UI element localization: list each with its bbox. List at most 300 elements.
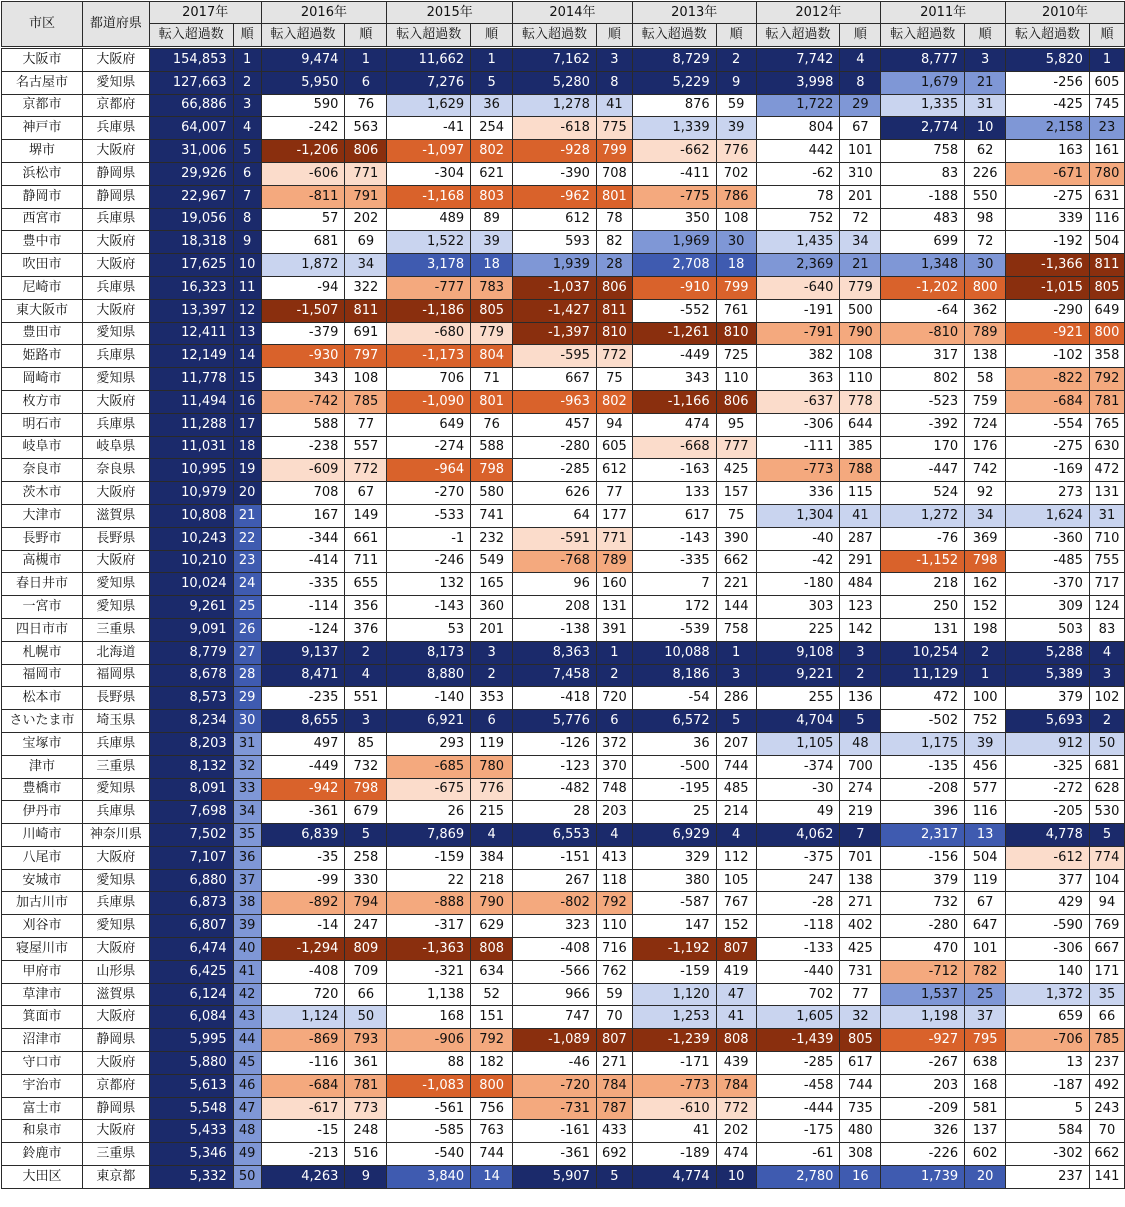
rank-cell: 33 [233,778,261,801]
net-inflow-cell: -159 [632,960,716,983]
rank-cell: 39 [233,915,261,938]
net-inflow-cell: -161 [513,1120,597,1143]
net-inflow-cell: 442 [756,140,840,163]
rank-cell: 67 [965,892,1006,915]
net-inflow-cell: 7,162 [513,49,597,72]
net-inflow-cell: 10,254 [881,641,965,664]
net-inflow-cell: -963 [513,390,597,413]
net-inflow-cell: 4,704 [756,710,840,733]
net-inflow-cell: 26 [387,801,471,824]
rank-cell: 807 [596,1029,632,1052]
year-header: 2016年 [261,2,387,24]
rank-cell: 41 [716,1006,756,1029]
net-inflow-cell: 667 [513,368,597,391]
rank-cell: 390 [716,527,756,550]
net-inflow-cell: 250 [881,596,965,619]
rank-cell: 799 [716,276,756,299]
rank-cell: 13 [965,824,1006,847]
table-row [2,299,1125,322]
rank-cell: 59 [716,94,756,117]
net-inflow-cell: 336 [756,482,840,505]
net-inflow-cell: 8,678 [149,664,233,687]
migration-ranking-table-wrapper [1,1,1125,1189]
rank-cell: 793 [345,1029,387,1052]
city-cell: 寝屋川市 [2,938,83,961]
net-inflow-cell: 8,880 [387,664,471,687]
city-cell: 鈴鹿市 [2,1143,83,1166]
rank-cell: 577 [965,778,1006,801]
rank-cell: 356 [345,596,387,619]
net-inflow-cell: 7,869 [387,824,471,847]
rank-cell: 5 [471,71,513,94]
net-inflow-cell: 28 [513,801,597,824]
net-inflow-cell: 5 [1006,1097,1090,1120]
rank-cell: 3 [345,710,387,733]
rank-cell: 1 [233,49,261,72]
prefecture-cell: 京都府 [82,1074,149,1097]
net-inflow-cell: -151 [513,846,597,869]
net-inflow-cell: -28 [756,892,840,915]
net-inflow-cell: 11,778 [149,368,233,391]
net-inflow-cell: 379 [1006,687,1090,710]
net-inflow-cell: 1,105 [756,732,840,755]
city-cell: 神戸市 [2,117,83,140]
net-inflow-cell: -444 [756,1097,840,1120]
rank-cell: 118 [596,869,632,892]
net-inflow-cell: -921 [1006,322,1090,345]
net-inflow-cell: 588 [261,413,345,436]
rank-cell: 735 [840,1097,881,1120]
rank-cell: 31 [1089,504,1124,527]
net-inflow-cell: -408 [261,960,345,983]
rank-cell: 790 [840,322,881,345]
rank-cell: 798 [965,550,1006,573]
net-inflow-cell: -449 [261,755,345,778]
rank-cell: 10 [716,1166,756,1189]
net-inflow-cell: 273 [1006,482,1090,505]
rank-cell: 783 [471,276,513,299]
table-row [2,94,1125,117]
prefecture-cell: 静岡県 [82,1097,149,1120]
rank-cell: 731 [840,960,881,983]
rank-cell: 649 [1089,299,1124,322]
city-cell: 四日市市 [2,618,83,641]
rank-cell: 802 [596,390,632,413]
net-inflow-cell: -1,206 [261,140,345,163]
city-cell: 八尾市 [2,846,83,869]
net-inflow-cell: 5,776 [513,710,597,733]
rank-cell: 631 [1089,185,1124,208]
prefecture-cell: 大阪府 [82,550,149,573]
rank-cell: 105 [716,869,756,892]
rank-cell: 602 [965,1143,1006,1166]
net-inflow-cell: 16,323 [149,276,233,299]
table-row [2,459,1125,482]
city-cell: 宇治市 [2,1074,83,1097]
net-inflow-cell: 88 [387,1052,471,1075]
rank-cell: 12 [233,299,261,322]
rank-cell: 741 [471,504,513,527]
net-inflow-cell: -1,090 [387,390,471,413]
city-cell: 福岡市 [2,664,83,687]
net-inflow-cell: 649 [387,413,471,436]
net-inflow-cell: -235 [261,687,345,710]
rank-cell: 779 [471,322,513,345]
net-inflow-cell: -163 [632,459,716,482]
net-inflow-cell: -246 [387,550,471,573]
net-inflow-cell: 208 [513,596,597,619]
net-inflow-cell: -1,507 [261,299,345,322]
net-inflow-cell: 1,124 [261,1006,345,1029]
net-inflow-cell: 4,778 [1006,824,1090,847]
prefecture-cell: 大阪府 [82,49,149,72]
rank-cell: 131 [596,596,632,619]
rank-cell: 22 [233,527,261,550]
rank-cell: 370 [596,755,632,778]
net-inflow-cell: -42 [756,550,840,573]
net-inflow-cell: -731 [513,1097,597,1120]
net-inflow-cell: -1,294 [261,938,345,961]
net-inflow-cell: 5,229 [632,71,716,94]
prefecture-cell: 静岡県 [82,185,149,208]
rank-cell: 634 [471,960,513,983]
rank-subheader: 順 [471,24,513,47]
rank-cell: 141 [1089,1166,1124,1189]
net-inflow-cell: -226 [881,1143,965,1166]
net-inflow-cell: 1,537 [881,983,965,1006]
rank-cell: 76 [471,413,513,436]
rank-cell: 385 [840,436,881,459]
net-inflow-cell: 343 [261,368,345,391]
net-inflow-cell: 5,907 [513,1166,597,1189]
rank-cell: 27 [233,641,261,664]
net-inflow-subheader: 転入超過数 [513,24,597,47]
rank-cell: 806 [716,390,756,413]
city-cell: 草津市 [2,983,83,1006]
net-inflow-cell: -306 [756,413,840,436]
prefecture-cell: 愛知県 [82,596,149,619]
table-row [2,1029,1125,1052]
rank-cell: 786 [716,185,756,208]
rank-cell: 232 [471,527,513,550]
table-row [2,596,1125,619]
prefecture-cell: 愛知県 [82,322,149,345]
net-inflow-cell: 163 [1006,140,1090,163]
net-inflow-cell: 203 [881,1074,965,1097]
rank-cell: 776 [716,140,756,163]
rank-cell: 151 [471,1006,513,1029]
table-row [2,254,1125,277]
city-cell: 茨木市 [2,482,83,505]
net-inflow-cell: 1,272 [881,504,965,527]
rank-cell: 1 [1089,49,1124,72]
prefecture-cell: 三重県 [82,1143,149,1166]
rank-cell: 761 [716,299,756,322]
city-cell: 松本市 [2,687,83,710]
rank-cell: 629 [471,915,513,938]
rank-cell: 161 [1089,140,1124,163]
net-inflow-cell: 18,318 [149,231,233,254]
rank-cell: 165 [471,573,513,596]
table-row [2,892,1125,915]
table-row [2,231,1125,254]
rank-cell: 4 [233,117,261,140]
net-inflow-cell: -14 [261,915,345,938]
rank-cell: 102 [1089,687,1124,710]
rank-cell: 112 [716,846,756,869]
rank-cell: 732 [345,755,387,778]
prefecture-cell: 長野県 [82,527,149,550]
rank-cell: 439 [716,1052,756,1075]
net-inflow-cell: 168 [387,1006,471,1029]
prefecture-cell: 山形県 [82,960,149,983]
table-row [2,573,1125,596]
city-cell: 川崎市 [2,824,83,847]
net-inflow-cell: -76 [881,527,965,550]
rank-cell: 701 [840,846,881,869]
rank-cell: 237 [1089,1052,1124,1075]
net-inflow-cell: -539 [632,618,716,641]
rank-cell: 131 [1089,482,1124,505]
net-inflow-cell: -482 [513,778,597,801]
table-row [2,618,1125,641]
table-row [2,140,1125,163]
net-inflow-cell: -675 [387,778,471,801]
net-inflow-cell: -238 [261,436,345,459]
rank-cell: 667 [1089,938,1124,961]
net-inflow-cell: -1,173 [387,345,471,368]
net-inflow-cell: 472 [881,687,965,710]
net-inflow-cell: 19,056 [149,208,233,231]
net-inflow-cell: -1,261 [632,322,716,345]
rank-cell: 800 [471,1074,513,1097]
net-inflow-cell: -335 [261,573,345,596]
net-inflow-cell: 380 [632,869,716,892]
net-inflow-subheader: 転入超過数 [149,24,233,47]
net-inflow-cell: 1,175 [881,732,965,755]
rank-subheader: 順 [596,24,632,47]
rank-cell: 41 [596,94,632,117]
net-inflow-cell: -256 [1006,71,1090,94]
city-cell: 長野市 [2,527,83,550]
city-cell: 姫路市 [2,345,83,368]
rank-cell: 3 [233,94,261,117]
rank-cell: 655 [345,573,387,596]
rank-cell: 152 [716,915,756,938]
net-inflow-cell: -187 [1006,1074,1090,1097]
net-inflow-cell: 720 [261,983,345,1006]
net-inflow-cell: -304 [387,162,471,185]
net-inflow-cell: -775 [632,185,716,208]
rank-cell: 43 [233,1006,261,1029]
rank-cell: 805 [1089,276,1124,299]
rank-cell: 806 [596,276,632,299]
rank-cell: 5 [596,1166,632,1189]
rank-cell: 484 [840,573,881,596]
rank-cell: 201 [471,618,513,641]
net-inflow-cell: 3,840 [387,1166,471,1189]
rank-cell: 72 [840,208,881,231]
net-inflow-cell: 732 [881,892,965,915]
net-inflow-cell: 127,663 [149,71,233,94]
net-inflow-cell: 1,372 [1006,983,1090,1006]
rank-cell: 98 [965,208,1006,231]
rank-cell: 177 [596,504,632,527]
rank-cell: 419 [716,960,756,983]
net-inflow-cell: -325 [1006,755,1090,778]
rank-cell: 95 [716,413,756,436]
net-inflow-cell: 9,261 [149,596,233,619]
net-inflow-cell: 626 [513,482,597,505]
prefecture-cell: 長野県 [82,687,149,710]
net-inflow-cell: -540 [387,1143,471,1166]
rank-cell: 2 [840,664,881,687]
rank-cell: 791 [345,185,387,208]
net-inflow-cell: 255 [756,687,840,710]
net-inflow-cell: 474 [632,413,716,436]
city-cell: 守口市 [2,1052,83,1075]
rank-cell: 18 [233,436,261,459]
city-cell: 豊中市 [2,231,83,254]
net-inflow-cell: 323 [513,915,597,938]
net-inflow-cell: -811 [261,185,345,208]
rank-cell: 271 [840,892,881,915]
prefecture-cell: 大阪府 [82,254,149,277]
net-inflow-cell: -962 [513,185,597,208]
prefecture-cell: 兵庫県 [82,276,149,299]
net-inflow-cell: -169 [1006,459,1090,482]
city-cell: 伊丹市 [2,801,83,824]
rank-cell: 31 [965,94,1006,117]
rank-cell: 108 [716,208,756,231]
net-inflow-cell: -1,037 [513,276,597,299]
net-inflow-cell: 41 [632,1120,716,1143]
rank-cell: 792 [1089,368,1124,391]
rank-cell: 35 [233,824,261,847]
net-inflow-cell: -1,239 [632,1029,716,1052]
rank-cell: 50 [233,1166,261,1189]
year-header-row [2,2,1125,24]
net-inflow-cell: 1,120 [632,983,716,1006]
net-inflow-cell: 5,693 [1006,710,1090,733]
net-inflow-cell: 7,107 [149,846,233,869]
net-inflow-cell: 1,624 [1006,504,1090,527]
rank-cell: 795 [965,1029,1006,1052]
net-inflow-cell: 317 [881,345,965,368]
rank-cell: 780 [1089,162,1124,185]
net-inflow-cell: 9,091 [149,618,233,641]
rank-cell: 322 [345,276,387,299]
net-inflow-cell: -485 [1006,550,1090,573]
rank-cell: 787 [596,1097,632,1120]
rank-cell: 76 [345,94,387,117]
rank-cell: 794 [345,892,387,915]
rank-cell: 38 [233,892,261,915]
rank-cell: 66 [1089,1006,1124,1029]
net-inflow-cell: 708 [261,482,345,505]
prefecture-cell: 静岡県 [82,1029,149,1052]
rank-cell: 5 [716,710,756,733]
year-header: 2017年 [149,2,261,24]
rank-cell: 9 [345,1166,387,1189]
rank-cell: 35 [1089,983,1124,1006]
rank-cell: 202 [345,208,387,231]
rank-cell: 752 [965,710,1006,733]
rank-cell: 779 [840,276,881,299]
rank-cell: 758 [716,618,756,641]
net-inflow-cell: 758 [881,140,965,163]
rank-cell: 39 [471,231,513,254]
city-cell: 岡崎市 [2,368,83,391]
net-inflow-cell: -15 [261,1120,345,1143]
net-inflow-cell: 9,221 [756,664,840,687]
prefecture-cell: 兵庫県 [82,732,149,755]
rank-cell: 21 [840,254,881,277]
year-header: 2015年 [387,2,513,24]
net-inflow-cell: -159 [387,846,471,869]
net-inflow-cell: -61 [756,1143,840,1166]
table-row [2,322,1125,345]
rank-cell: 77 [840,983,881,1006]
net-inflow-cell: -590 [1006,915,1090,938]
net-inflow-cell: 64 [513,504,597,527]
net-inflow-cell: -102 [1006,345,1090,368]
rank-cell: 119 [471,732,513,755]
net-inflow-cell: 8,655 [261,710,345,733]
rank-cell: 18 [716,254,756,277]
net-inflow-cell: -449 [632,345,716,368]
rank-cell: 124 [1089,596,1124,619]
rank-subheader: 順 [716,24,756,47]
net-inflow-cell: 2,780 [756,1166,840,1189]
net-inflow-cell: 225 [756,618,840,641]
rank-cell: 110 [840,368,881,391]
rank-cell: 798 [471,459,513,482]
rank-cell: 605 [596,436,632,459]
rank-cell: 52 [471,983,513,1006]
net-inflow-cell: 1,348 [881,254,965,277]
rank-cell: 769 [1089,915,1124,938]
net-inflow-cell: 4,263 [261,1166,345,1189]
prefecture-column-header: 都道府県 [82,2,149,47]
rank-cell: 628 [1089,778,1124,801]
table-row [2,482,1125,505]
net-inflow-cell: 1,739 [881,1166,965,1189]
net-inflow-cell: 11,662 [387,49,471,72]
net-inflow-cell: -118 [756,915,840,938]
rank-cell: 247 [345,915,387,938]
rank-cell: 85 [345,732,387,755]
net-inflow-cell: -418 [513,687,597,710]
net-inflow-cell: -892 [261,892,345,915]
net-inflow-cell: 7 [632,573,716,596]
rank-cell: 808 [716,1029,756,1052]
rank-cell: 811 [596,299,632,322]
net-inflow-cell: -712 [881,960,965,983]
rank-cell: 160 [596,573,632,596]
rank-cell: 744 [471,1143,513,1166]
rank-cell: 41 [840,504,881,527]
rank-cell: 26 [233,618,261,641]
rank-cell: 10 [233,254,261,277]
net-inflow-cell: 503 [1006,618,1090,641]
net-inflow-cell: 64,007 [149,117,233,140]
rank-cell: 762 [596,960,632,983]
rank-cell: 4 [716,824,756,847]
rank-cell: 20 [233,482,261,505]
net-inflow-cell: 6,124 [149,983,233,1006]
net-inflow-cell: 8,132 [149,755,233,778]
